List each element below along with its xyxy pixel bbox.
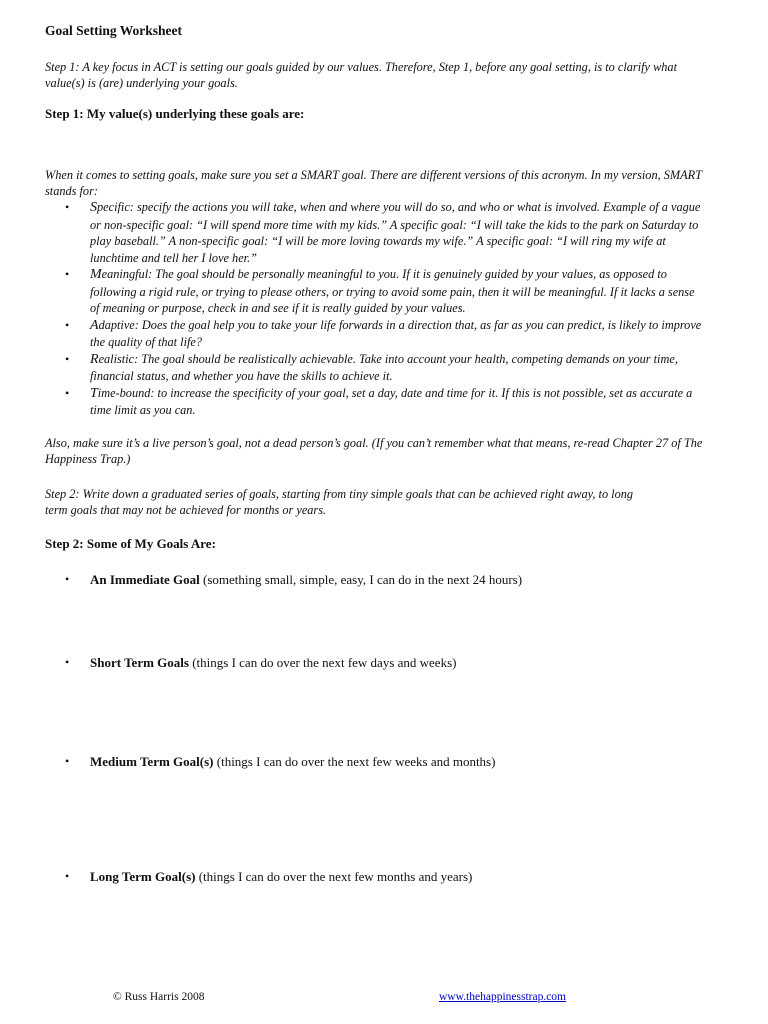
smart-initial: S [90, 200, 97, 215]
smart-initial: R [90, 351, 99, 367]
smart-text: ime-bound: to increase the specificity of your goal, set a day, date and time for it. If this is not possible, set as accurate a time limit as you can. [90, 385, 693, 417]
bullet-icon: • [65, 267, 70, 281]
smart-initial: M [90, 267, 102, 282]
smart-item-meaningful [45, 266, 705, 317]
goal-description: (things I can do over the next few months and years) [195, 869, 473, 884]
smart-item-specific [45, 199, 705, 266]
step1-instructions: Step 1: A key focus in ACT is setting our goals guided by our values. Therefore, Step 1, before any goal setting, is to clarify what value(s) is (are) underlying your goals. [45, 60, 677, 90]
goal-item-short-term [45, 654, 705, 671]
bullet-icon: • [65, 572, 70, 586]
goal-label: Medium Term Goal(s) [90, 754, 214, 769]
bullet-icon: • [65, 869, 70, 883]
goal-description: (things I can do over the next few days and weeks) [188, 655, 457, 670]
goal-description: (things I can do over the next few weeks and months) [213, 754, 496, 769]
step2-instructions: Step 2: Write down a graduated series of goals, starting from tiny simple goals that can be achieved right away, to long term goals that may not be achieved for months or years. [45, 486, 634, 517]
website-link[interactable]: www.thehappinesstrap.com [439, 991, 566, 1003]
goal-label: Short Term Goals [90, 655, 189, 670]
smart-item-adaptive [45, 317, 705, 351]
bullet-icon: • [65, 351, 70, 366]
step1-heading: Step 1: My value(s) underlying these goals are: [45, 106, 305, 121]
smart-text: ealistic: The goal should be realistically achievable. Take into account your health, competing demands on your time, financial status, and whether you have the skills to achieve it. [90, 351, 678, 383]
copyright-footer: © Russ Harris 2008 [113, 991, 205, 1003]
smart-initial: A [90, 317, 99, 333]
smart-text: daptive: Does the goal help you to take your life forwards in a direction that, as far as you can predict, is likely to improve the quality of that life? [90, 317, 702, 349]
smart-item-time-bound [45, 385, 705, 419]
goal-item-long-term [45, 868, 705, 885]
bullet-icon: • [65, 385, 70, 400]
goal-item-medium-term [45, 753, 705, 770]
goal-label: An Immediate Goal [90, 572, 200, 587]
step2-heading: Step 2: Some of My Goals Are: [45, 535, 216, 551]
bullet-icon: • [65, 655, 70, 669]
live-person-note: Also, make sure it’s a live person’s goal, not a dead person’s goal. (If you can’t remember what that means, re-read Chapter 27 of The Happiness Trap.) [45, 435, 703, 466]
bullet-icon: • [65, 754, 70, 768]
smart-intro: When it comes to setting goals, make sure you set a SMART goal. There are different versions of this acronym. In my version, SMART stands for: [45, 168, 702, 198]
goal-item-immediate [45, 571, 705, 588]
bullet-icon: • [65, 317, 70, 332]
smart-initial: T [90, 385, 98, 401]
smart-text: pecific: specify the actions you will take, when and where you will do so, and who or what is involved. Example of a vague or non-specific goal: “I will spend more time with my kids.” A specific goal: “I will take the kids to the park on Saturday to play baseball.” A non-specific goal: “I will be more loving towards my wife.” A specific goal: “I will ring my wife at lunchtime and tell her I love her.” [90, 200, 701, 265]
goal-description: (something small, simple, easy, I can do in the next 24 hours) [199, 572, 523, 587]
smart-text: eaningful: The goal should be personally meaningful to you. If it is genuinely guided by your values, as opposed to following a rigid rule, or trying to please others, or trying to avoid some pain, then it will be meaningful. If it lacks a sense of meaning or purpose, check in and see if it is really guided by your values. [90, 267, 695, 315]
page-title: Goal Setting Worksheet [45, 23, 183, 38]
worksheet-body [45, 22, 705, 552]
smart-list [45, 199, 705, 419]
bullet-icon: • [65, 200, 70, 214]
smart-item-realistic [45, 351, 705, 385]
goal-label: Long Term Goal(s) [90, 869, 196, 884]
